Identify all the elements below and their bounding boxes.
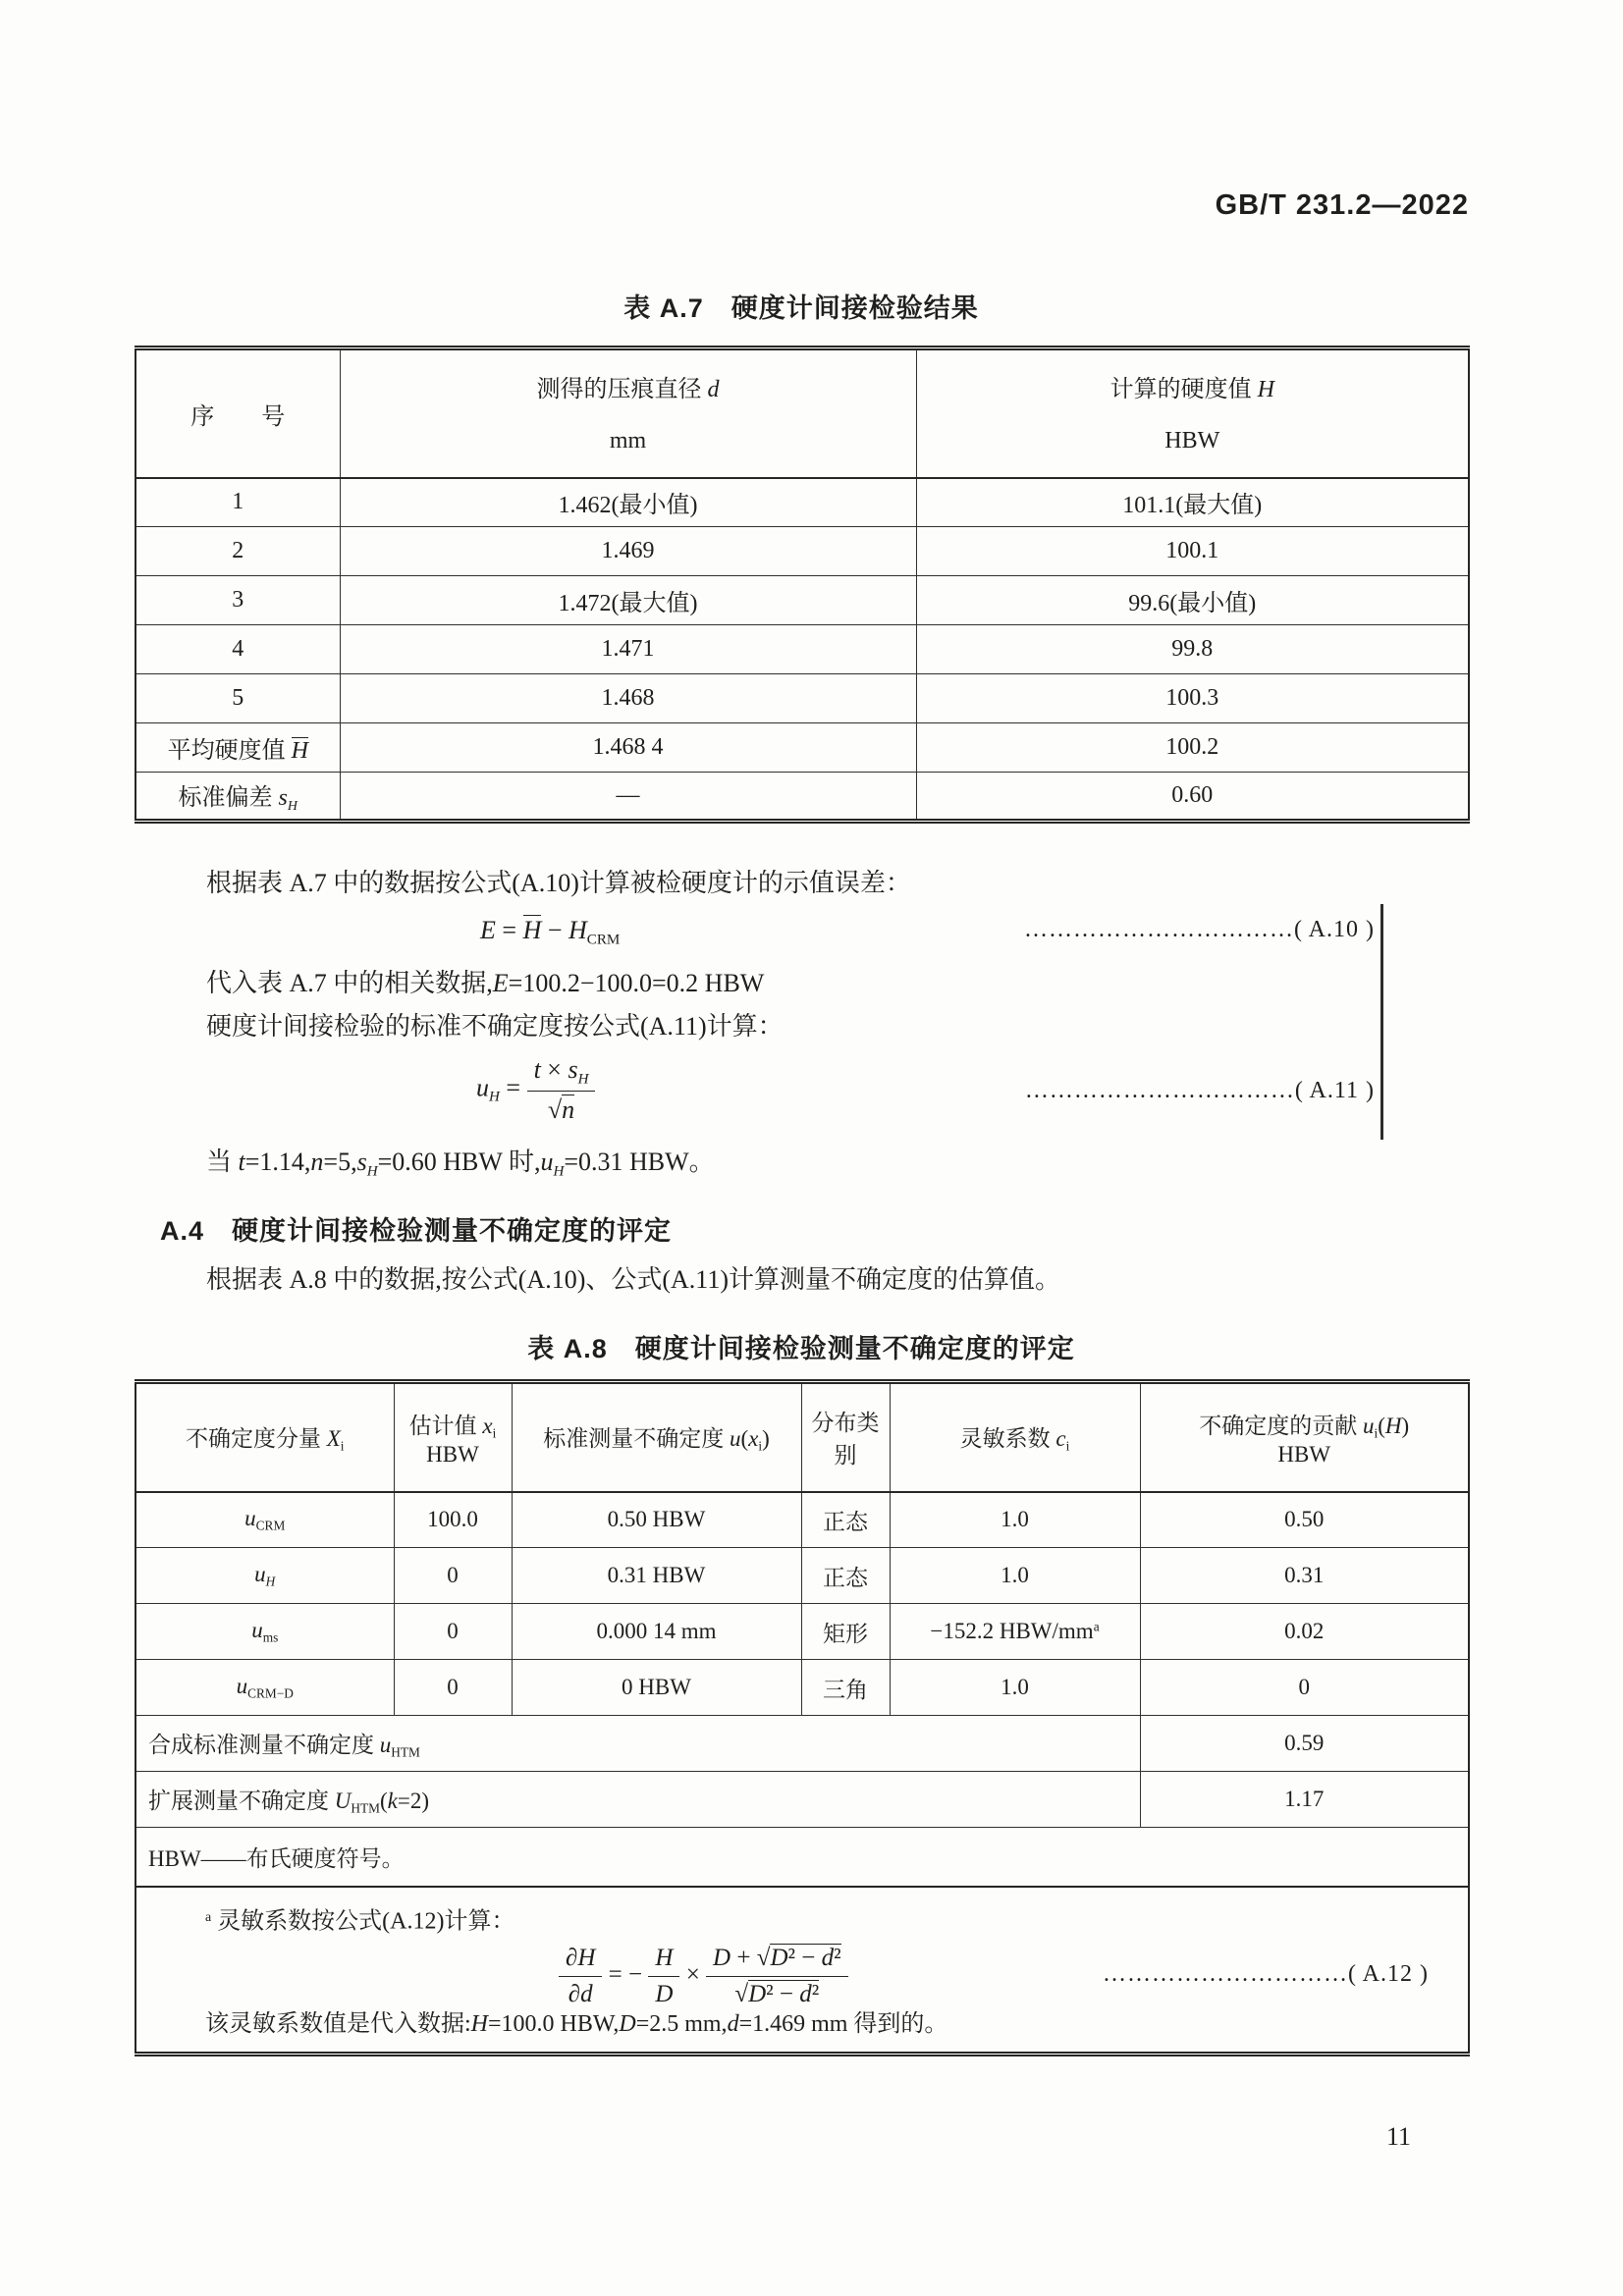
t8-header-row xyxy=(135,1382,1469,1492)
table-row xyxy=(135,478,1469,527)
table-row xyxy=(135,1492,1469,1548)
t8-cell: 正态 xyxy=(801,1548,890,1604)
table-row xyxy=(135,1660,1469,1716)
t8-cell: 0 xyxy=(394,1604,512,1660)
t7-cell: 99.6(最小值) xyxy=(916,576,1469,625)
t7-col-hardness-label: 计算的硬度值 H xyxy=(1109,377,1274,403)
t8-cell: 0 xyxy=(1140,1660,1469,1716)
t7-cell: 1.468 4 xyxy=(340,723,916,773)
revision-change-bar xyxy=(1380,904,1383,1140)
t8-cell: 0.31 xyxy=(1140,1548,1469,1604)
table-row xyxy=(135,674,1469,723)
t8-col-contribution xyxy=(1140,1382,1469,1492)
expanded-uncertainty-value: 1.17 xyxy=(1140,1772,1469,1828)
formula-a12-leader: …………………………( A.12 ) xyxy=(1103,1961,1429,1988)
combined-uncertainty-row xyxy=(135,1716,1469,1772)
table-row xyxy=(135,1604,1469,1660)
footnote-intro: $^a$ 灵敏系数按公式(A.12)计算： xyxy=(205,1908,515,1935)
footnote-cell xyxy=(135,1887,1469,2055)
t7-cell: 1.469 xyxy=(340,527,916,576)
t7-cell: 101.1(最大值) xyxy=(916,478,1469,527)
t7-col-seq: 序 号 xyxy=(135,348,340,478)
section-a4-heading: A.4 硬度计间接检验测量不确定度的评定 xyxy=(160,1216,673,1246)
page-number: 11 xyxy=(1386,2122,1412,2151)
table-a7 xyxy=(135,346,1470,824)
t7-cell: 100.2 xyxy=(916,723,1469,773)
t8-cell: 0 xyxy=(394,1660,512,1716)
paragraph-a8-intro: 根据表 A.8 中的数据,按公式(A.10)、公式(A.11)计算测量不确定度的估算值。 xyxy=(206,1265,1060,1294)
t7-cell: 1.472(最大值) xyxy=(340,576,916,625)
t7-cell: 平均硬度值 H xyxy=(135,723,340,773)
t8-cell: 三角 xyxy=(801,1660,890,1716)
combined-uncertainty-value: 0.59 xyxy=(1140,1716,1469,1772)
formula-a11-leader: ……………………………( A.11 ) xyxy=(1024,1078,1375,1103)
t7-col-hardness-unit: HBW xyxy=(1164,428,1220,454)
table-row xyxy=(135,1548,1469,1604)
t8-col-estimate-unit: HBW xyxy=(426,1441,479,1467)
t7-header-row xyxy=(135,348,1469,478)
table-row-mean xyxy=(135,723,1469,773)
t8-cell: 0.50 HBW xyxy=(512,1492,801,1548)
t8-cell: 1.0 xyxy=(890,1548,1140,1604)
body-text-block xyxy=(135,866,1468,1189)
t7-cell: 1.471 xyxy=(340,625,916,674)
table-a8 xyxy=(135,1379,1470,2056)
formula-a11-row xyxy=(135,1046,1468,1141)
t7-cell: 1 xyxy=(135,478,340,527)
expanded-uncertainty-label: 扩展测量不确定度 $U_{HTM}(k=2)$ xyxy=(135,1772,1140,1828)
t8-cell: −152.2 HBW/$mm^a$ xyxy=(890,1604,1140,1660)
t8-cell: 0.31 HBW xyxy=(512,1548,801,1604)
paragraph-substitute-data: 代入表 A.7 中的相关数据,E=100.2−100.0=0.2 HBW xyxy=(206,969,765,997)
t7-cell: 3 xyxy=(135,576,340,625)
t8-col-component: 不确定度分量 $X_i$ xyxy=(135,1382,394,1492)
t8-col-estimate xyxy=(394,1382,512,1492)
abbreviation-note-row xyxy=(135,1828,1469,1887)
t8-col-distribution: 分布类别 xyxy=(801,1382,890,1492)
t7-col-diameter-unit: mm xyxy=(609,428,647,454)
t8-col-contribution-unit: HBW xyxy=(1277,1441,1331,1467)
t8-cell: $u_H$ xyxy=(135,1548,394,1604)
formula-a10: $E = H - H_{CRM}$ xyxy=(480,916,621,948)
t8-col-std-uncertainty: 标准测量不确定度 $u(x_i)$ xyxy=(512,1382,801,1492)
t8-cell: 正态 xyxy=(801,1492,890,1548)
table-row-stddev xyxy=(135,773,1469,822)
table-a7-title: 表 A.7 硬度计间接检验结果 xyxy=(623,294,979,323)
t8-cell: $u_{ms}$ xyxy=(135,1604,394,1660)
doc-number: GB/T 231.2—2022 xyxy=(1215,189,1469,221)
t8-cell: 0.02 xyxy=(1140,1604,1469,1660)
t7-cell: 标准偏差 $s_H$ xyxy=(135,773,340,822)
t7-cell: 99.8 xyxy=(916,625,1469,674)
t7-cell: 5 xyxy=(135,674,340,723)
t8-col-contribution-label: 不确定度的贡献 $u_i(H)$ xyxy=(1199,1413,1410,1441)
table-a8-title: 表 A.8 硬度计间接检验测量不确定度的评定 xyxy=(527,1334,1075,1363)
t7-cell: 0.60 xyxy=(916,773,1469,822)
t8-cell: $u_{CRM}$ xyxy=(135,1492,394,1548)
t8-col-sensitivity: 灵敏系数 $c_i$ xyxy=(890,1382,1140,1492)
table-row xyxy=(135,625,1469,674)
t7-cell: 1.468 xyxy=(340,674,916,723)
table-row xyxy=(135,576,1469,625)
combined-uncertainty-label: 合成标准测量不确定度 $u_{HTM}$ xyxy=(135,1716,1140,1772)
footnote-detail: 该灵敏系数值是代入数据:H=100.0 HBW,D=2.5 mm,d=1.469 mm 得到的。 xyxy=(205,2011,948,2038)
formula-a10-row xyxy=(135,911,1468,956)
t7-cell: 100.1 xyxy=(916,527,1469,576)
table-row xyxy=(135,527,1469,576)
t7-col-hardness xyxy=(916,348,1469,478)
t8-cell: 0 xyxy=(394,1548,512,1604)
t7-col-diameter xyxy=(340,348,916,478)
abbreviation-note: HBW——布氏硬度符号。 xyxy=(135,1828,1469,1887)
paragraph-uncertainty-intro: 硬度计间接检验的标准不确定度按公式(A.11)计算： xyxy=(206,1012,784,1041)
t7-cell: 1.462(最小值) xyxy=(340,478,916,527)
t8-cell: 100.0 xyxy=(394,1492,512,1548)
t8-col-estimate-label: 估计值 $x_i$ xyxy=(408,1413,497,1441)
t8-cell: 0 HBW xyxy=(512,1660,801,1716)
formula-a10-leader: ……………………………( A.10 ) xyxy=(1024,917,1375,942)
t7-col-diameter-label: 测得的压痕直径 d xyxy=(536,377,720,403)
formula-a11: $u_H$ = $\frac{t \times s_H}{√n}$ xyxy=(476,1054,595,1126)
paragraph-result: 当 $t=1.14,n=5,s_H=0.60$ HBW 时$,u_H=0.31$ HBW。 xyxy=(206,1148,715,1180)
t7-cell: 2 xyxy=(135,527,340,576)
footnote-row xyxy=(135,1887,1469,2055)
t8-cell: $u_{CRM-D}$ xyxy=(135,1660,394,1716)
t7-cell: — xyxy=(340,773,916,822)
t8-cell: 0.50 xyxy=(1140,1492,1469,1548)
t8-cell: 矩形 xyxy=(801,1604,890,1660)
formula-a12-row xyxy=(136,1936,1468,2008)
t8-cell: 1.0 xyxy=(890,1660,1140,1716)
t8-cell: 0.000 14 mm xyxy=(512,1604,801,1660)
formula-a12: $\frac{\partial H}{\partial d}$ = − $\frac{H}{D}$ × $\frac{\text{D + √D² − d²}}{\text{√D² − d²}}$ xyxy=(559,1944,848,2009)
t7-cell: 100.3 xyxy=(916,674,1469,723)
t8-cell: 1.0 xyxy=(890,1492,1140,1548)
paragraph-error-intro: 根据表 A.7 中的数据按公式(A.10)计算被检硬度计的示值误差： xyxy=(206,869,911,897)
t7-cell: 4 xyxy=(135,625,340,674)
expanded-uncertainty-row xyxy=(135,1772,1469,1828)
